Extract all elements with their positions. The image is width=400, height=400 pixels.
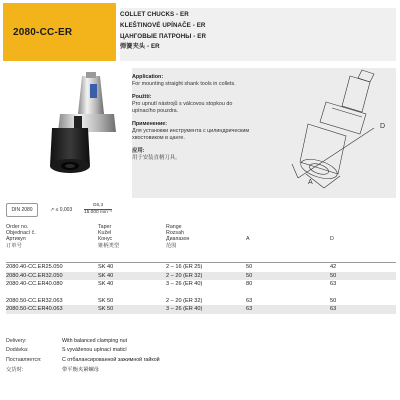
app-desc-ru: Для установки инструмента с цилиндрическим хвостовиком в цанге. [132, 128, 250, 141]
app-title-cn: 应用: [132, 148, 145, 154]
delivery-value-cn: 带平衡夹紧螺母 [62, 367, 100, 374]
title-cz: KLEŠTINOVÉ UPÍNAČE - ER [120, 21, 206, 29]
header-taper-en: Taper [98, 224, 112, 230]
cell-d: 50 [330, 297, 337, 304]
delivery-key-en: Delivery: [6, 337, 27, 344]
delivery-info [6, 336, 396, 374]
runout-tolerance-value: ↗ ≤ 0,003 [50, 207, 73, 213]
app-title-en: Application: [132, 74, 164, 80]
cell-code: 2080.40-CC.ER25.050 [6, 264, 63, 270]
row-group-gap [6, 289, 396, 297]
app-block-cz [132, 94, 254, 115]
runout-tolerance [50, 203, 72, 217]
delivery-line-ru [6, 355, 396, 365]
table-row [6, 297, 396, 306]
cell-taper: SK 40 [98, 281, 114, 288]
delivery-key-ru: Поставляется: [6, 356, 42, 363]
header-taper [98, 224, 119, 249]
cell-taper: SK 50 [98, 297, 114, 304]
technical-drawing [262, 68, 396, 198]
header-range-cz: Rozsah [166, 230, 184, 237]
cell-d: 50 [330, 272, 337, 279]
cell-code: 2080.50-CC.ER32.063 [6, 297, 63, 304]
cell-range: 2 – 20 (ER 32) [166, 297, 203, 304]
header-d: D [330, 236, 334, 242]
header-code-ru: Артикул [6, 236, 26, 243]
table-row [6, 263, 396, 272]
cell-taper: SK 50 [98, 306, 114, 313]
cell-a: 63 [246, 297, 253, 304]
title-en: COLLET CHUCKS - ER [120, 11, 189, 18]
header-range [166, 224, 190, 249]
cell-a: 63 [246, 306, 253, 313]
cell-a: 50 [246, 272, 253, 279]
delivery-line-en [6, 336, 396, 346]
product-code-banner [3, 3, 116, 61]
product-titles [120, 8, 396, 61]
header-code [6, 224, 36, 249]
delivery-key-cn: 交货时: [6, 367, 24, 374]
table-header [6, 222, 396, 263]
header-code-en: Order no. [6, 224, 29, 230]
cell-a: 80 [246, 281, 253, 288]
delivery-value-cz: S vyváženou upínací maticí [62, 347, 127, 354]
table-row [6, 272, 396, 281]
header-taper-ru: Конус [98, 236, 113, 243]
cell-d: 63 [330, 306, 337, 313]
product-table [6, 222, 396, 314]
header-a: A [246, 236, 250, 242]
header-range-cn: 范围 [166, 242, 177, 249]
product-code: 2080-CC-ER [13, 26, 73, 38]
dim-label-d: D [380, 123, 386, 130]
cell-range: 3 – 26 (ER 40) [166, 306, 203, 313]
cell-code: 2080.40-CC.ER40.080 [6, 281, 63, 288]
din-standard: DIN 2080 [11, 207, 33, 213]
cell-d: 63 [330, 281, 337, 288]
balance-rpm: 15.000 min⁻¹ [84, 209, 112, 215]
header-code-cn: 订单号 [6, 242, 22, 249]
collet-chuck-image [30, 70, 120, 180]
table-row [6, 305, 396, 314]
title-ru: ЦАНГОВЫЕ ПАТРОНЫ - ER [120, 32, 207, 40]
delivery-value-en: With balanced clamping nut [62, 337, 128, 344]
app-block-ru [132, 121, 254, 142]
header-range-en: Range [166, 224, 182, 230]
balance-grade [84, 203, 112, 217]
app-title-cz: Použití: [132, 94, 152, 100]
cell-code: 2080.40-CC.ER32.050 [6, 272, 63, 279]
app-block-en [132, 74, 254, 88]
app-title-ru: Применение: [132, 121, 168, 127]
header-taper-cz: Kužel [98, 230, 112, 237]
cell-a: 50 [246, 264, 253, 270]
header-range-ru: Диапазон [166, 236, 190, 243]
din-standard-badge [6, 203, 38, 217]
cell-taper: SK 40 [98, 264, 114, 270]
cell-d: 42 [330, 264, 337, 270]
app-desc-cz: Pro upnutí nástrojů s válcovou stopkou do upínacího pouzdra. [132, 101, 233, 114]
app-block-cn [132, 148, 254, 162]
cell-taper: SK 40 [98, 272, 114, 279]
balance-grade-value: G6,3 [92, 203, 104, 208]
cell-code: 2080.50-CC.ER40.063 [6, 306, 63, 313]
cell-range: 3 – 26 (ER 40) [166, 281, 203, 288]
header-taper-cn: 锥柄类型 [98, 242, 120, 249]
delivery-value-ru: С отбалансированной зажимной гайкой [62, 356, 160, 363]
app-desc-en: For mounting straight shank tools in collets. [132, 81, 236, 87]
delivery-line-cn [6, 365, 396, 375]
header-code-cz: Objednací č. [6, 230, 36, 237]
delivery-line-cz [6, 346, 396, 356]
panel-gap [124, 68, 132, 198]
cell-range: 2 – 16 (ER 25) [166, 264, 203, 270]
app-desc-cn: 用于安装直柄刀具。 [132, 155, 181, 161]
title-cn: 弹簧夹头 - ER [120, 43, 160, 51]
delivery-key-cz: Dodávka: [6, 347, 29, 354]
table-row [6, 280, 396, 289]
cell-range: 2 – 20 (ER 32) [166, 272, 203, 279]
dim-label-a: A [308, 179, 313, 186]
application-panel [132, 68, 262, 198]
